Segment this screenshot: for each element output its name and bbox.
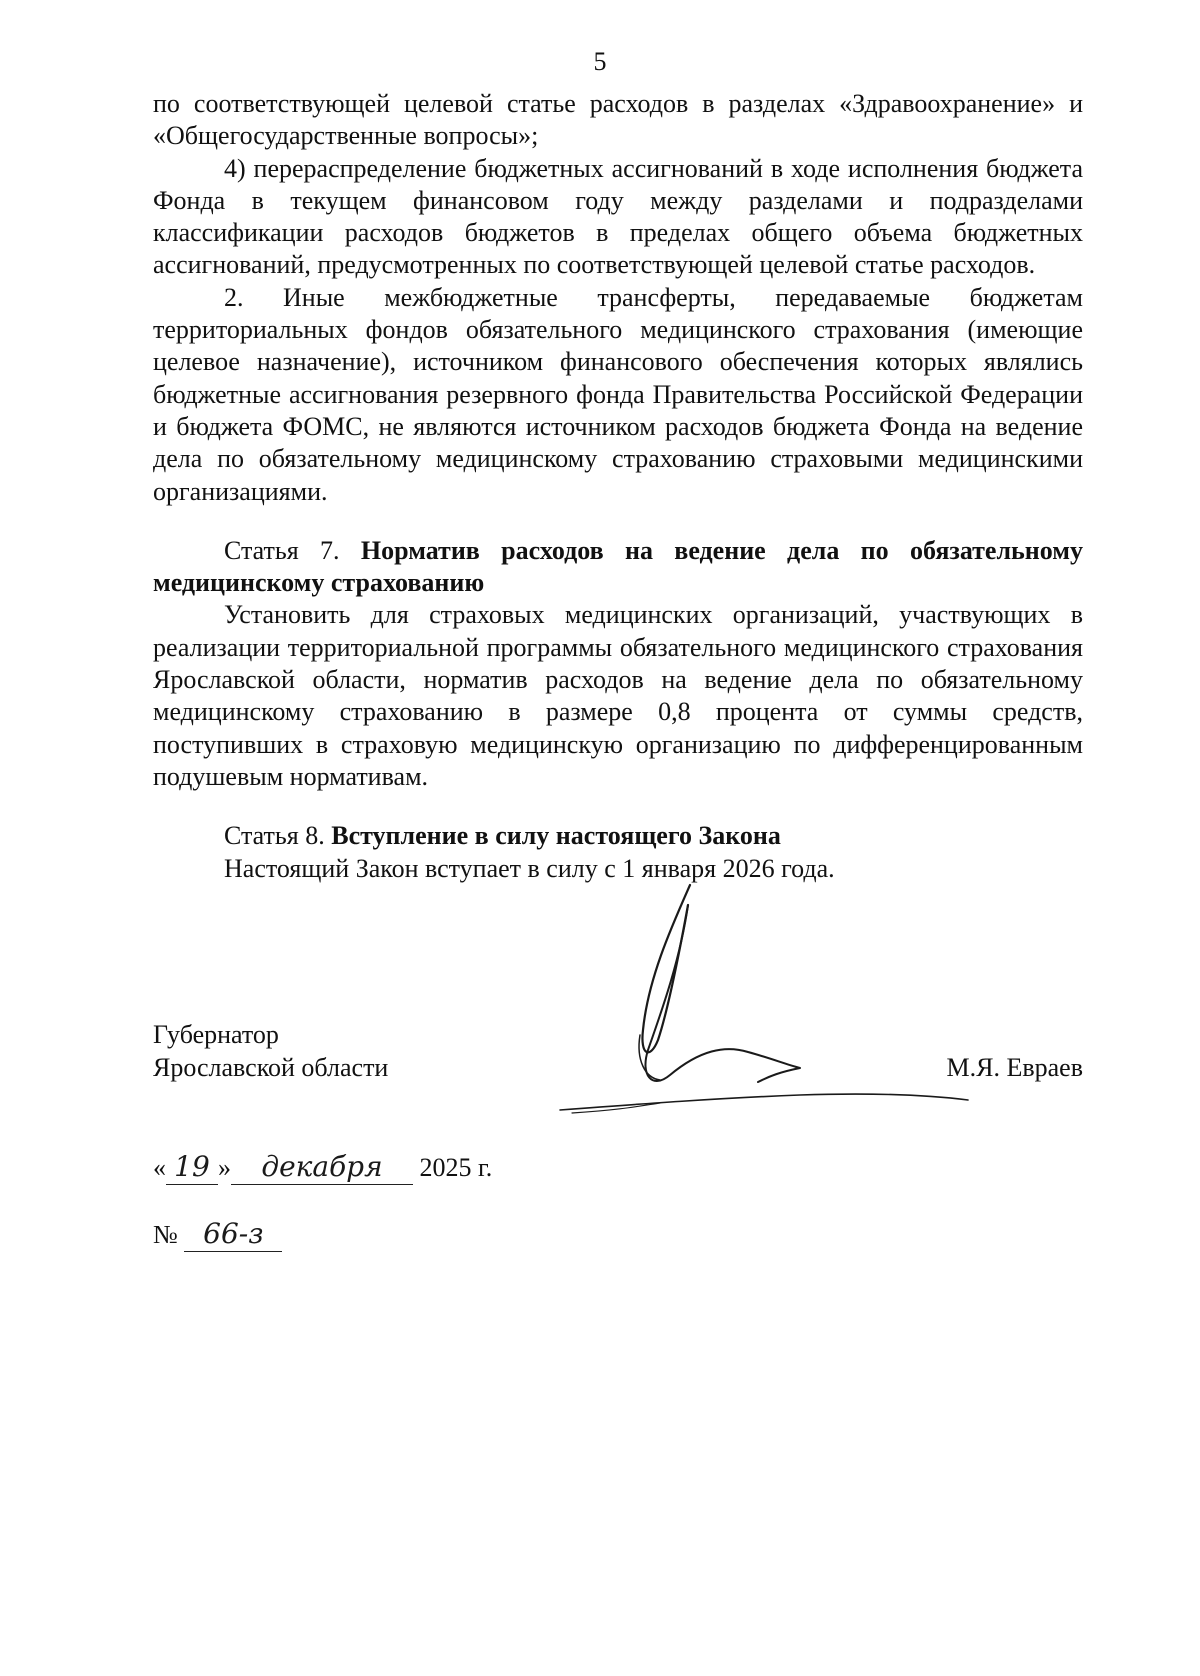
- date-day: 19: [166, 1150, 218, 1185]
- article-7-title: Норматив расходов на ведение дела по обязательному медицинскому страхованию: [153, 535, 1084, 598]
- article-7-text: Установить для страховых медицинских организаций, участвующих в реализации территориальной программы обязательного медицинского страхования Ярославской области, норматив расходов на ведение дела по обязательному медицинскому страхованию в размере 0,8 процента от суммы средств, поступивших в страховую медицинскую организацию по дифференцированным подушевым нормативам.: [153, 600, 1083, 791]
- date-month: декабря: [231, 1150, 413, 1185]
- position-line-2: Ярославской области: [153, 1053, 389, 1082]
- spacer: [153, 793, 1083, 820]
- article-7-label: Статья 7.: [224, 535, 340, 565]
- signatory-position: [153, 1018, 388, 1084]
- number-prefix: №: [153, 1220, 178, 1249]
- date-close-quote: »: [218, 1153, 231, 1182]
- article-8-label: Статья 8.: [224, 821, 325, 851]
- article-7-heading: [153, 535, 1083, 600]
- spacer: [153, 508, 1083, 535]
- date-open-quote: «: [153, 1153, 166, 1182]
- signing-date: [153, 1150, 492, 1185]
- paragraph-part-2: 2. Иные межбюджетные трансферты, передаваемые бюджетам территориальных фондов обязательного медицинского страхования (имеющие целевое назначение), источником финансового обеспечения которых являлись бюджетные ассигнования резервного фонда Правительства Российской Федерации и бюджета ФОМС, не являются источником расходов бюджета Фонда на ведение дела по обязательному медицинскому страхованию страховыми медицинскими организациями.: [153, 282, 1083, 506]
- article-8-title: Вступление в силу настоящего Закона: [331, 821, 781, 851]
- law-number: [153, 1217, 282, 1252]
- position-line-1: Губернатор: [153, 1020, 279, 1049]
- article-8-heading: [153, 820, 1083, 852]
- signatory-name: М.Я. Евраев: [946, 1053, 1083, 1082]
- date-year: 2025 г.: [419, 1153, 493, 1182]
- page-number: 5: [593, 47, 607, 76]
- paragraph-item-4: 4) перераспределение бюджетных ассигнований в ходе исполнения бюджета Фонда в текущем финансовом году между разделами и подразделами классификации расходов бюджетов в пределах общего объема бюджетных ассигнований, предусмотренных по соответствующей целевой статье расходов.: [153, 153, 1083, 280]
- article-8-text: Настоящий Закон вступает в силу с 1 января 2026 года.: [224, 853, 835, 883]
- document-body: [153, 88, 1083, 885]
- number-value: 66-з: [184, 1217, 282, 1252]
- paragraph-continuation: по соответствующей целевой статье расходов в разделах «Здравоохранение» и «Общегосударственные вопросы»;: [153, 89, 1083, 151]
